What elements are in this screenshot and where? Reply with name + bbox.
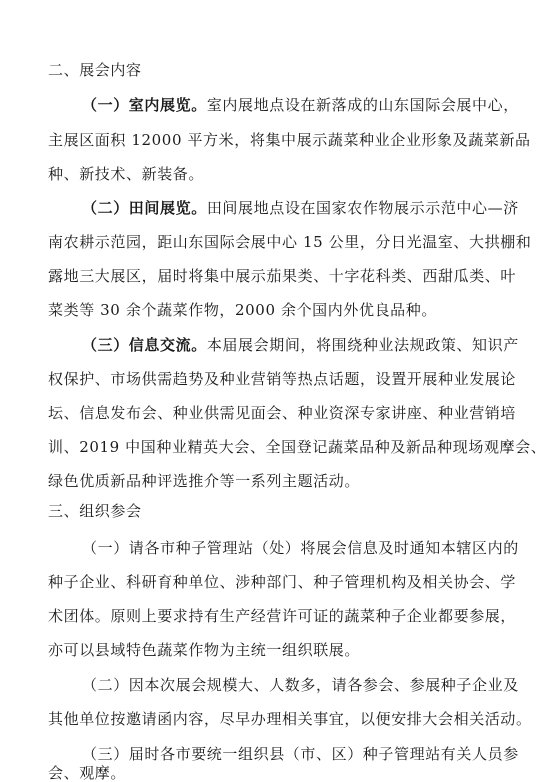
paragraph-info-line-2: 权保护、市场供需趋势及种业营销等热点话题，设置开展种业发展论 — [48, 370, 517, 388]
paragraph-org3-line-1: （三）届时各市要统一组织县（市、区）种子管理站有关人员参 — [82, 745, 519, 763]
paragraph-text: 本届展会期间，将围绕种业法规政策、知识产 — [206, 336, 519, 354]
paragraph-text: 室内展地点设在新落成的山东国际会展中心， — [206, 96, 519, 114]
paragraph-indoor-line-3: 种、新技术、新装备。 — [48, 165, 205, 183]
paragraph-org2-line-2: 其他单位按邀请函内容，尽早办理相关事宜，以便安排大会相关活动。 — [48, 710, 532, 728]
paragraph-field-line-3: 露地三大展区，届时将集中展示茄果类、十字花科类、西甜瓜类、叶 — [48, 267, 517, 285]
paragraph-info-line-1 — [82, 335, 518, 355]
paragraph-org2-line-1: （二）因本次展会规模大、人数多，请各参会、参展种子企业及 — [82, 676, 519, 694]
section-heading-exhibition-content: 二、展会内容 — [48, 61, 142, 79]
paragraph-lead-field: （二）田间展览。 — [82, 199, 207, 217]
paragraph-org1-line-3: 术团体。原则上要求持有生产经营许可证的蔬菜种子企业都要参展， — [48, 607, 517, 625]
paragraph-info-line-4: 训、2019 中国种业精英大会、全国登记蔬菜品种及新品种现场观摩会、 — [48, 438, 547, 456]
paragraph-lead-info: （三）信息交流。 — [82, 336, 207, 354]
paragraph-field-line-4: 菜类等 30 余个蔬菜作物，2000 余个国内外优良品种。 — [48, 301, 437, 319]
paragraph-org3-line-2: 会、观摩。 — [48, 764, 127, 782]
paragraph-lead-indoor: （一）室内展览。 — [82, 96, 207, 114]
paragraph-org1-line-1: （一）请各市种子管理站（处）将展会信息及时通知本辖区内的 — [82, 539, 519, 557]
paragraph-info-line-3: 坛、信息发布会、种业供需见面会、种业资深专家讲座、种业营销培 — [48, 404, 517, 422]
paragraph-field-line-2: 南农耕示范园，距山东国际会展中心 15 公里，分日光温室、大拱棚和 — [48, 233, 532, 251]
paragraph-org1-line-2: 种子企业、科研育种单位、涉种部门、种子管理机构及相关协会、学 — [48, 573, 517, 591]
paragraph-org1-line-4: 亦可以县域特色蔬菜作物为主统一组织联展。 — [48, 641, 361, 659]
paragraph-indoor-line-1 — [82, 95, 518, 115]
paragraph-indoor-line-2: 主展区面积 12000 平方米，将集中展示蔬菜种业企业形象及蔬菜新品 — [48, 131, 531, 149]
section-heading-organize-attendance: 三、组织参会 — [48, 502, 142, 520]
paragraph-text: 田间展地点设在国家农作物展示示范中心—济 — [206, 199, 519, 217]
paragraph-field-line-1 — [82, 198, 518, 218]
paragraph-info-line-5: 绿色优质新品种评选推介等一系列主题活动。 — [48, 472, 361, 490]
